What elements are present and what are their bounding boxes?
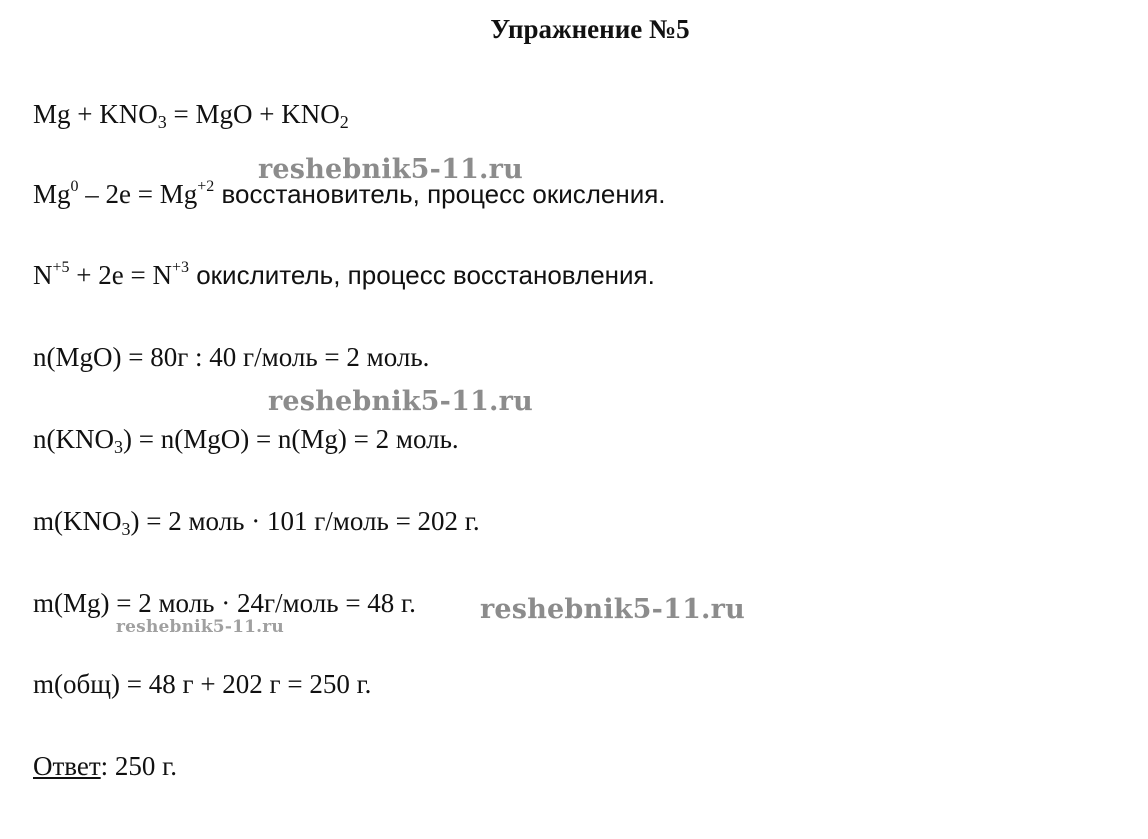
answer-line: Ответ: 250 г.: [33, 751, 177, 781]
reaction-equation: $Mg + KNO_3$ = MgO + $KNO_2$: [33, 99, 349, 132]
moles-equality-line: $n(KNO_3) = n(MgO) = n(Mg) = 2$ моль.: [33, 424, 459, 457]
moles-mgo-line: n(MgO) = 80г : 40 г/моль = 2 моль.: [33, 342, 430, 372]
exercise-title: Упражнение №5: [490, 14, 690, 44]
watermark: reshebnik5-11.ru: [258, 154, 523, 185]
watermark: reshebnik5-11.ru: [116, 617, 284, 637]
reduction-half-reaction: $N^{+5} + 2e = N^{+3}$ окислитель, процесс восстановления.: [33, 259, 655, 290]
total-mass-line: m(общ) = 48 г + 202 г = 250 г.: [33, 669, 372, 699]
watermark: reshebnik5-11.ru: [480, 594, 745, 625]
watermark: reshebnik5-11.ru: [268, 386, 533, 417]
mass-kno3-line: $m(KNO_3) = 2$ моль · 101 г/моль = 202 г.: [33, 506, 480, 539]
mass-mg-line: m(Mg) = 2 моль · 24г/моль = 48 г.: [33, 588, 416, 618]
answer-label: Ответ: [33, 751, 101, 781]
oxidation-half-reaction: $Mg^0 - 2e = Mg^{+2}$ восстановитель, процесс окисления.: [33, 178, 666, 209]
